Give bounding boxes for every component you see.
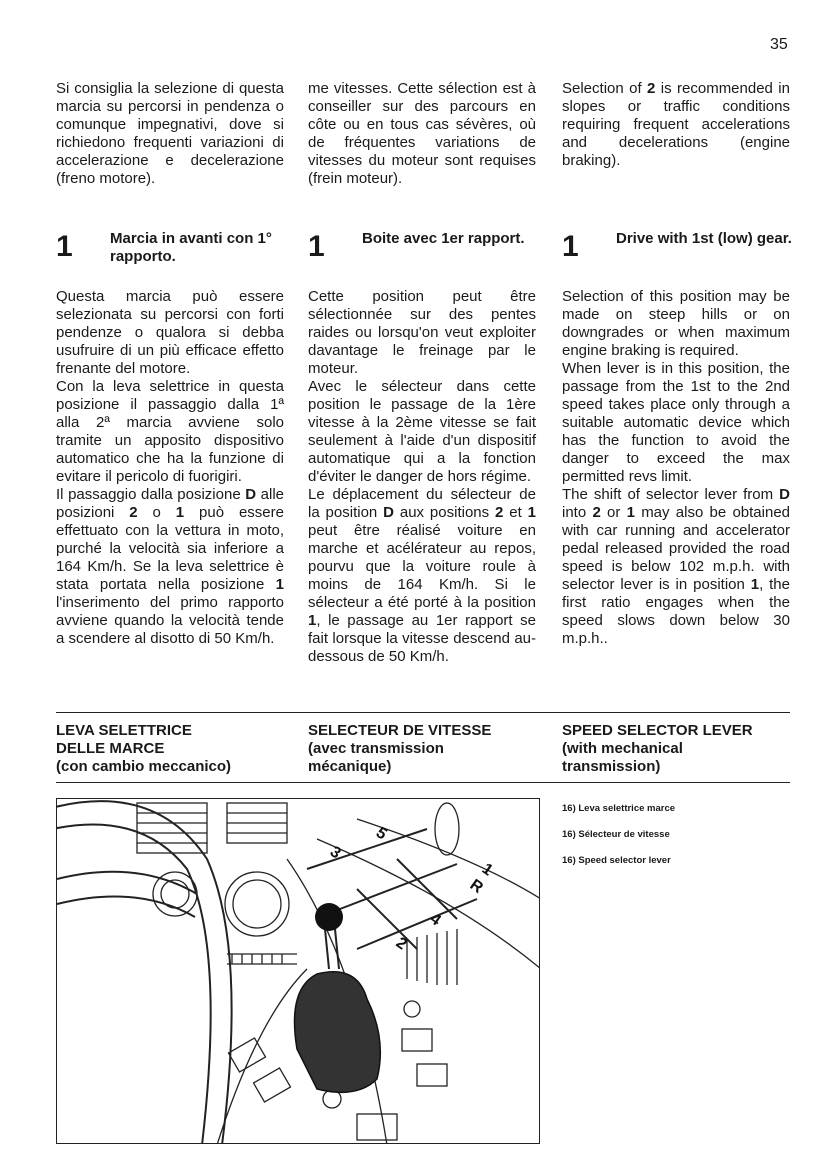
gear-label: 1 xyxy=(478,860,496,880)
gear-label: 5 xyxy=(372,824,390,844)
gear-lever-illustration xyxy=(56,798,540,1144)
intro-it xyxy=(56,80,284,188)
gear-lever-drawing xyxy=(57,799,540,1144)
page-number: 35 xyxy=(770,36,788,53)
gear-label: 2 xyxy=(392,934,410,954)
gear-label: 4 xyxy=(426,910,444,930)
divider-top xyxy=(56,712,790,713)
section-number: 1 xyxy=(56,230,73,263)
figure-captions xyxy=(562,796,675,874)
body-fr-p2: Avec le sélecteur dans cette position le passage de la 1ère vitesse à la 2ème vitesse se fait seulement à l'aide d'un dispositif automatique qui a la fonction d'éviter le danger de hors régime. xyxy=(308,378,536,485)
body-en-p3: The shift of selector lever from D into 2 or 1 may also be obtained with car running and accelerator pedal released provided the road speed is below 102 m.p.h. with selector lever is in position 1, the first ratio engages when the speed slows down below 30 m.p.h.. xyxy=(562,486,791,647)
intro-it-text: Si consiglia la selezione di questa marcia su percorsi in pendenza o comunque impegnativi, dove si richiedono frequenti variazioni di accelerazione e decelerazione (freno motore). xyxy=(56,80,284,187)
body-en xyxy=(562,288,790,648)
body-en-p2: When lever is in this position, the passage from the 1st to the 2nd speed takes place only through a suitable automatic device which has the function to avoid the danger to exceed the max permitted revs limit. xyxy=(562,360,790,485)
gear-boot xyxy=(295,972,381,1093)
body-it-p3: Il passaggio dalla posizione D alle posizioni 2 o 1 può essere effettuato con la vettura in moto, purché la velocità sia inferiore a 164 Km/h. Se la leva selettrice è stata portata nella posizione 1 l'inserimento del primo rapporto avviene quando la velocità tende a scendere al disotto di 50 Km/h. xyxy=(56,486,284,647)
lever-head-it: LEVA SELETTRICE DELLE MARCE (con cambio meccanico) xyxy=(56,722,232,775)
body-it xyxy=(56,288,284,648)
body-fr-p3: Le déplacement du sélecteur de la position D aux positions 2 et 1 peut être réalisé voiture en marche et acélérateur au repos, pourvu que la voiture roule à moins de 164 Km/h. Si le sélecteur a été porté à la position 1, le passage au 1er rapport se fait lorsque la vitesse descend au-dessous de 50 Km/h. xyxy=(308,486,536,665)
caption-fr: 16) Sélecteur de vitesse xyxy=(562,829,670,840)
section-number: 1 xyxy=(308,230,325,263)
section-number: 1 xyxy=(562,230,579,263)
gear-knob xyxy=(315,903,343,931)
intro-fr xyxy=(308,80,536,188)
caption-it: 16) Leva selettrice marce xyxy=(562,803,676,814)
body-it-p2: Con la leva selettrice in questa posizione il passaggio dalla 1ª alla 2ª marcia avviene solo tramite un apposito dispositivo automatico che ha la funzione di evitare il pericolo di fuorigiri. xyxy=(56,378,284,485)
lever-head-fr: SELECTEUR DE VITESSE (avec transmission mécanique) xyxy=(308,722,492,775)
body-en-p1: Selection of this position may be made on steep hills or on downgrades or when maximum engine braking is required. xyxy=(562,288,790,359)
intro-en xyxy=(562,80,790,170)
lever-head-en: SPEED SELECTOR LEVER (with mechanical transmission) xyxy=(562,722,753,775)
section-title-en: Drive with 1st (low) gear. xyxy=(616,230,792,247)
body-fr xyxy=(308,288,536,666)
body-fr-p1: Cette position peut être sélectionnée sur des pentes raides ou lorsqu'on veut exploiter davantage le freinage par le moteur. xyxy=(308,288,536,377)
intro-en-text: Selection of 2 is recommended in slopes or traffic conditions requiring frequent accelerations and decelerations (engine braking). xyxy=(562,80,790,169)
section-title-it: Marcia in avanti con 1° rapporto. xyxy=(110,230,272,265)
body-it-p1: Questa marcia può essere selezionata su percorsi con forti pendenze o qualora si debba usufruire di un più efficace effetto frenante del motore. xyxy=(56,288,284,377)
divider-bottom xyxy=(56,782,790,783)
intro-fr-text: me vitesses. Cette sélection est à conseiller sur des parcours en côte ou en tous cas sévères, où de fréquentes variations de vitesses du moteur sont requises (frein moteur). xyxy=(308,80,536,187)
gear-label: 3 xyxy=(326,843,344,863)
section-title-fr: Boite avec 1er rapport. xyxy=(362,230,525,247)
gear-label: R xyxy=(466,876,486,897)
caption-en: 16) Speed selector lever xyxy=(562,855,671,866)
